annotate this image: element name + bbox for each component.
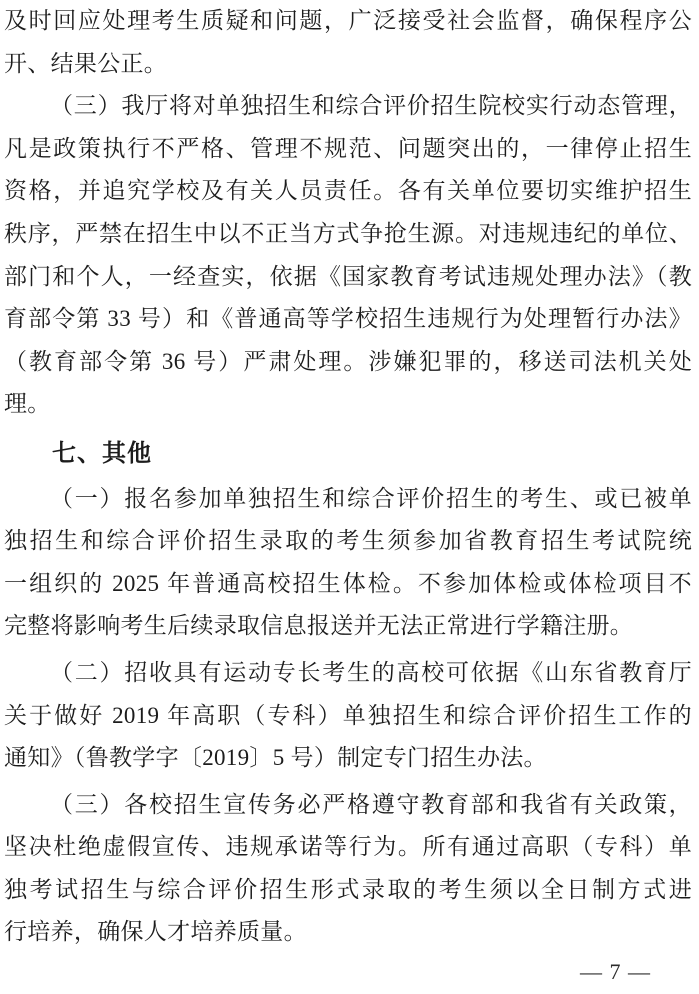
text-line: 独招生和综合评价招生录取的考生须参加省教育招生考试院统 — [4, 528, 692, 554]
text-line: 秩序，严禁在招生中以不正当方式争抢生源。对违规违纪的单位、 — [4, 220, 692, 246]
text-line: （二）招收具有运动专长考生的高校可依据《山东省教育厅 — [50, 659, 692, 685]
text-line: 七、其他 — [52, 439, 152, 467]
paragraph — [4, 652, 692, 780]
paragraph — [4, 478, 692, 648]
paragraph — [4, 784, 692, 954]
text-line: 部门和个人，一经查实，依据《国家教育考试违规处理办法》（教 — [4, 263, 692, 289]
text-line: 凡是政策执行不严格、管理不规范、问题突出的，一律停止招生 — [4, 135, 692, 161]
document-blocks — [4, 0, 692, 954]
text-line: 一组织的 2025 年普通高校招生体检。不参加体检或体检项目不 — [4, 570, 692, 596]
text-line: 完整将影响考生后续录取信息报送并无法正常进行学籍注册。 — [4, 613, 634, 639]
text-line: （三）我厅将对单独招生和综合评价招生院校实行动态管理， — [50, 93, 692, 119]
page-number: — 7 — — [580, 959, 651, 984]
section-heading — [4, 433, 692, 476]
text-line: 育部令第 33 号）和《普通高等学校招生违规行为处理暂行办法》 — [4, 306, 692, 332]
text-line: 资格，并追究学校及有关人员责任。各有关单位要切实维护招生 — [4, 178, 692, 204]
paragraph — [4, 0, 692, 85]
text-line: 坚决杜绝虚假宣传、违规承诺等行为。所有通过高职（专科）单 — [4, 834, 692, 860]
paragraph — [4, 85, 692, 426]
text-line: 关于做好 2019 年高职（专科）单独招生和综合评价招生工作的 — [4, 702, 692, 728]
text-line: 行培养，确保人才培养质量。 — [4, 919, 307, 945]
text-line: 及时回应处理考生质疑和问题，广泛接受社会监督，确保程序公 — [4, 8, 692, 33]
text-line: 独考试招生与综合评价招生形式录取的考生须以全日制方式进 — [4, 876, 692, 902]
text-line: 理。 — [4, 391, 51, 417]
text-line: （一）报名参加单独招生和综合评价招生的考生、或已被单 — [50, 485, 692, 511]
text-line: （三）各校招生宣传务必严格遵守教育部和我省有关政策， — [50, 791, 692, 817]
text-line: 开、结果公正。 — [4, 50, 168, 76]
text-line: 通知》（鲁教学字〔2019〕5 号）制定专门招生办法。 — [4, 745, 547, 771]
text-line: （教育部令第 36 号）严肃处理。涉嫌犯罪的，移送司法机关处 — [4, 348, 692, 374]
